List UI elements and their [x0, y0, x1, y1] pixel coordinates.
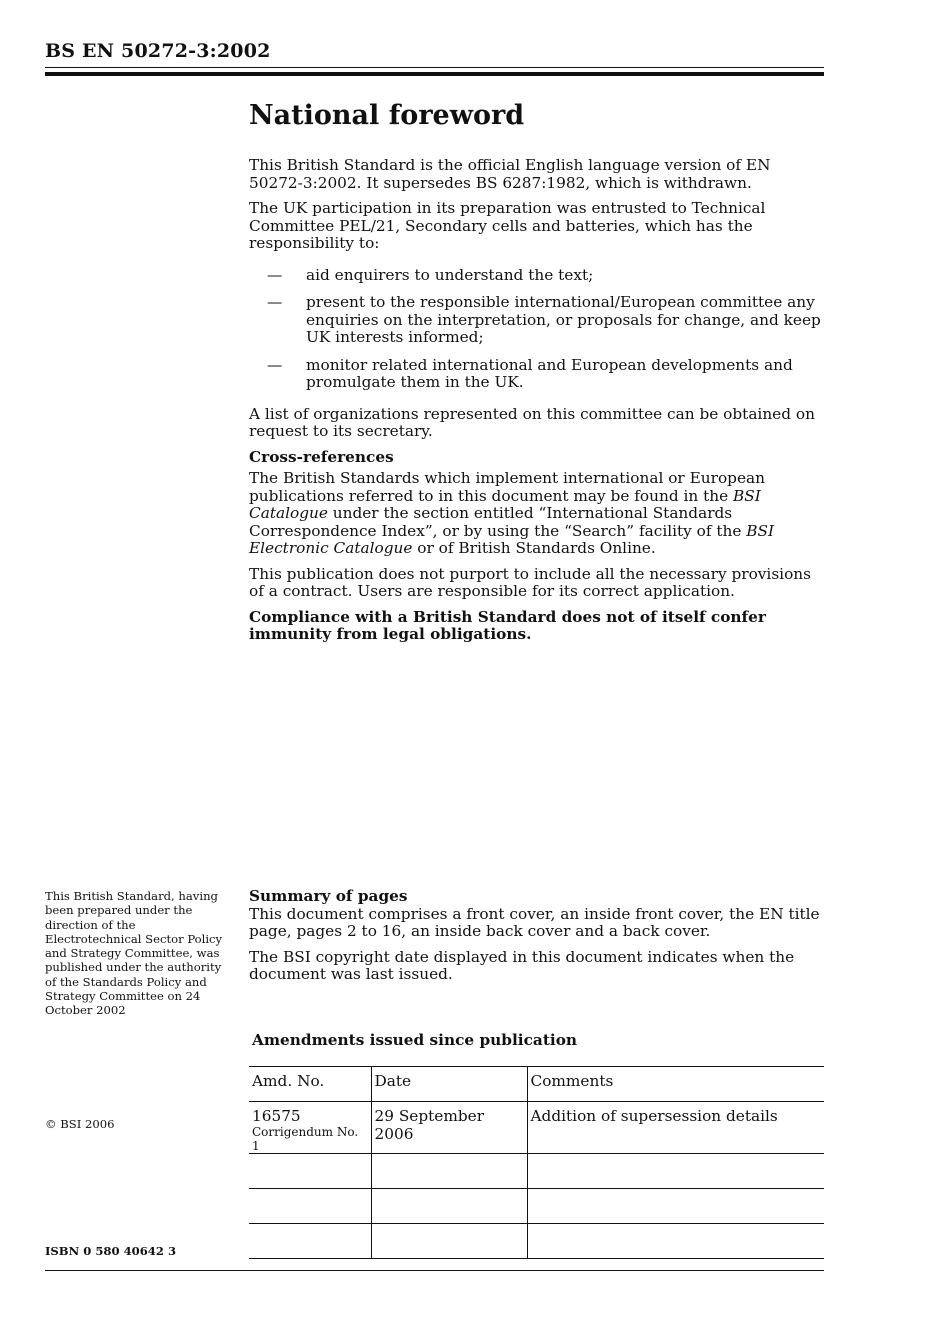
list-item-text: aid enquirers to understand the text;: [306, 265, 594, 284]
list-item-text: present to the responsible international/European committee any enquiries on the interpretation, or proposals for change, and keep UK interests informed;: [306, 293, 821, 346]
cross-ref-text-2: under the section entitled “International Standards Correspondence Index”, or by using the “Search” facility of the: [249, 504, 747, 540]
cross-ref-text-3: or of British Standards Online.: [412, 539, 656, 557]
amd-note: Corrigendum No. 1: [252, 1125, 359, 1153]
bsi-catalogue-italic: BSI Catalogue: [249, 486, 761, 522]
list-item: [249, 294, 824, 347]
responsibility-list: [249, 267, 824, 392]
bsi-electronic-catalogue-italic: BSI Electronic Catalogue: [249, 521, 775, 557]
approval-note: This British Standard, having been prepared under the direction of the Electrotechnical Sector Policy and Strategy Committee, was published under the authority of the Standards Policy and Strategy Committee on 24 October 2002: [45, 889, 223, 1018]
summary-heading: Summary of pages: [249, 887, 408, 905]
table-row: [249, 1224, 824, 1259]
amendments-title: Amendments issued since publication: [252, 1031, 578, 1049]
footer-rule: [45, 1270, 824, 1271]
table-row: [249, 1102, 824, 1154]
copyright-notice: © BSI 2006: [45, 1117, 115, 1131]
page-title: National foreword: [249, 100, 525, 131]
amendments-table: [249, 1066, 824, 1259]
cross-references-heading: Cross-references: [249, 447, 394, 466]
list-item: [249, 267, 824, 285]
summary-text: This document comprises a front cover, an inside front cover, the EN title page, pages 2 to 16, an inside back cover and a back cover.: [249, 904, 820, 940]
cross-references-paragraph: [249, 470, 824, 558]
list-item: [249, 357, 824, 392]
list-dash: —: [267, 293, 283, 311]
committee-paragraph: The UK participation in its preparation was entrusted to Technical Committee PEL/21, Secondary cells and batteries, which has the responsibility to:: [249, 199, 766, 252]
column-header-date: Date: [371, 1067, 527, 1102]
foreword-body: [249, 157, 824, 652]
list-dash: —: [267, 355, 283, 374]
date-cell: 29 September 2006: [371, 1102, 527, 1154]
comments-cell: Addition of supersession details: [527, 1102, 824, 1154]
list-item-text: monitor related international and European developments and promulgate them in the UK.: [306, 355, 793, 391]
amd-no-cell: [249, 1102, 371, 1154]
header-rule-thin: [45, 67, 824, 68]
document-id: BS EN 50272-3:2002: [45, 40, 271, 62]
cross-ref-text-1: The British Standards which implement international or European publications referred to in this document may be found in the: [249, 469, 765, 505]
contract-paragraph: This publication does not purport to include all the necessary provisions of a contract. Users are responsible for its correct application.: [249, 564, 811, 600]
header-rule-thick: [45, 72, 824, 76]
intro-paragraph: This British Standard is the official English language version of EN 50272-3:2002. It supersedes BS 6287:1982, which is withdrawn.: [249, 156, 771, 192]
copyright-date-note: The BSI copyright date displayed in this document indicates when the document was last issued.: [249, 947, 795, 983]
table-row: [249, 1154, 824, 1189]
list-dash: —: [267, 265, 283, 284]
summary-section: [249, 888, 824, 992]
amd-number: 16575: [252, 1107, 301, 1125]
compliance-statement: Compliance with a British Standard does not of itself confer immunity from legal obligations.: [249, 607, 766, 643]
table-row: [249, 1189, 824, 1224]
organizations-paragraph: A list of organizations represented on this committee can be obtained on request to its secretary.: [249, 404, 815, 440]
column-header-amd-no: Amd. No.: [249, 1067, 371, 1102]
isbn: ISBN 0 580 40642 3: [45, 1244, 177, 1258]
column-header-comments: Comments: [527, 1067, 824, 1102]
table-header-row: [249, 1067, 824, 1102]
